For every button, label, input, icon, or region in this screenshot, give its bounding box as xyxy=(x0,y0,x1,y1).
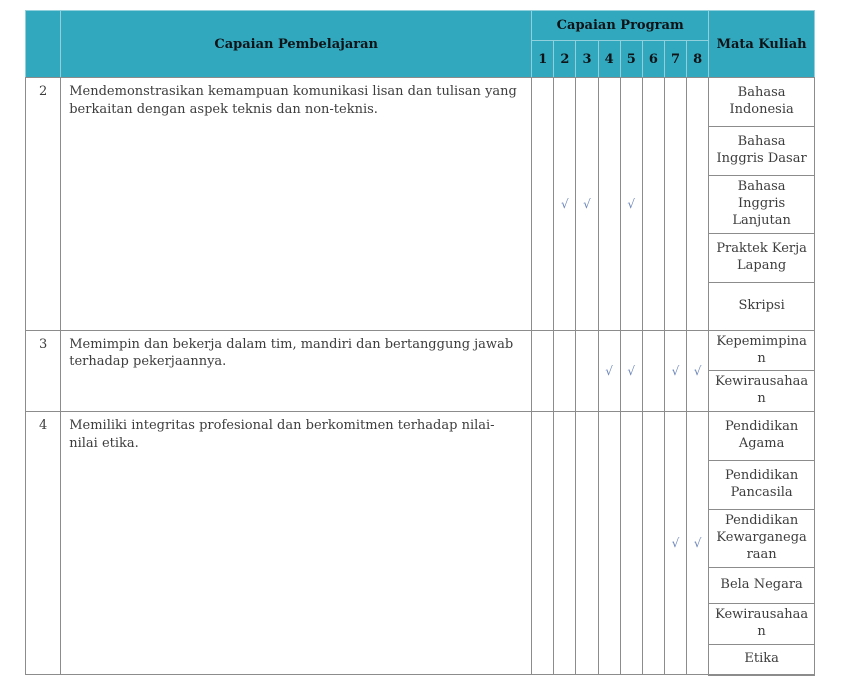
program-check-cell xyxy=(642,78,664,331)
mata-kuliah-header: Mata Kuliah xyxy=(709,11,815,78)
program-check-cell xyxy=(532,330,554,412)
row-number-cell: 3 xyxy=(26,330,61,412)
program-check-cell: √ xyxy=(620,78,642,331)
program-col-header-4: 4 xyxy=(598,41,620,78)
program-col-header-5: 5 xyxy=(620,41,642,78)
program-check-cell xyxy=(642,330,664,412)
capaian-pembelajaran-header: Capaian Pembelajaran xyxy=(61,11,532,78)
table-row xyxy=(26,330,815,371)
program-check-cell: √ xyxy=(576,78,598,331)
curriculum-mapping-table xyxy=(25,10,815,676)
mata-kuliah-cell: Kepemimpinan xyxy=(709,330,815,371)
capaian-pembelajaran-cell: Memiliki integritas profesional dan berkomitmen terhadap nilai-nilai etika. xyxy=(61,412,532,675)
curriculum-mapping-table-wrap xyxy=(25,10,815,676)
capaian-pembelajaran-cell: Mendemonstrasikan kemampuan komunikasi lisan dan tulisan yang berkaitan dengan aspek teknis dan non-teknis. xyxy=(61,78,532,331)
capaian-program-header: Capaian Program xyxy=(532,11,709,41)
program-check-cell xyxy=(620,412,642,675)
program-check-cell: √ xyxy=(664,330,686,412)
row-number-cell: 2 xyxy=(26,78,61,331)
program-col-header-3: 3 xyxy=(576,41,598,78)
table-header xyxy=(26,11,815,78)
program-check-cell xyxy=(598,412,620,675)
program-check-cell: √ xyxy=(598,330,620,412)
mata-kuliah-cell: Praktek Kerja Lapang xyxy=(709,233,815,282)
program-check-cell xyxy=(576,330,598,412)
row-number-cell: 4 xyxy=(26,412,61,675)
program-check-cell xyxy=(532,78,554,331)
table-row xyxy=(26,78,815,127)
program-col-header-7: 7 xyxy=(664,41,686,78)
program-col-header-2: 2 xyxy=(554,41,576,78)
mata-kuliah-cell: Pendidikan Pancasila xyxy=(709,461,815,510)
program-check-cell: √ xyxy=(664,412,686,675)
mata-kuliah-cell: Bela Negara xyxy=(709,567,815,603)
program-col-header-8: 8 xyxy=(687,41,709,78)
mata-kuliah-cell: Bahasa Inggris Lanjutan xyxy=(709,176,815,234)
capaian-pembelajaran-cell: Memimpin dan bekerja dalam tim, mandiri dan bertanggung jawab terhadap pekerjaannya. xyxy=(61,330,532,412)
mata-kuliah-cell: Kewirausahaan xyxy=(709,371,815,412)
table-row xyxy=(26,412,815,461)
mata-kuliah-cell: Skripsi xyxy=(709,282,815,330)
program-check-cell xyxy=(532,412,554,675)
program-check-cell: √ xyxy=(687,412,709,675)
mata-kuliah-cell: Pendidikan Agama xyxy=(709,412,815,461)
program-check-cell xyxy=(664,78,686,331)
program-check-cell: √ xyxy=(687,330,709,412)
program-check-cell xyxy=(642,412,664,675)
program-check-cell xyxy=(576,412,598,675)
mata-kuliah-cell: Bahasa Indonesia xyxy=(709,78,815,127)
program-check-cell xyxy=(687,78,709,331)
program-check-cell xyxy=(598,78,620,331)
program-check-cell: √ xyxy=(620,330,642,412)
program-col-header-1: 1 xyxy=(532,41,554,78)
mata-kuliah-cell: Bahasa Inggris Dasar xyxy=(709,127,815,176)
program-check-cell: √ xyxy=(554,78,576,331)
table-body xyxy=(26,78,815,675)
row-number-column-header xyxy=(26,11,61,78)
program-check-cell xyxy=(554,412,576,675)
mata-kuliah-cell: Kewirausahaan xyxy=(709,603,815,644)
mata-kuliah-cell: Pendidikan Kewarganegaraan xyxy=(709,510,815,568)
program-col-header-6: 6 xyxy=(642,41,664,78)
program-check-cell xyxy=(554,330,576,412)
mata-kuliah-cell: Etika xyxy=(709,644,815,675)
